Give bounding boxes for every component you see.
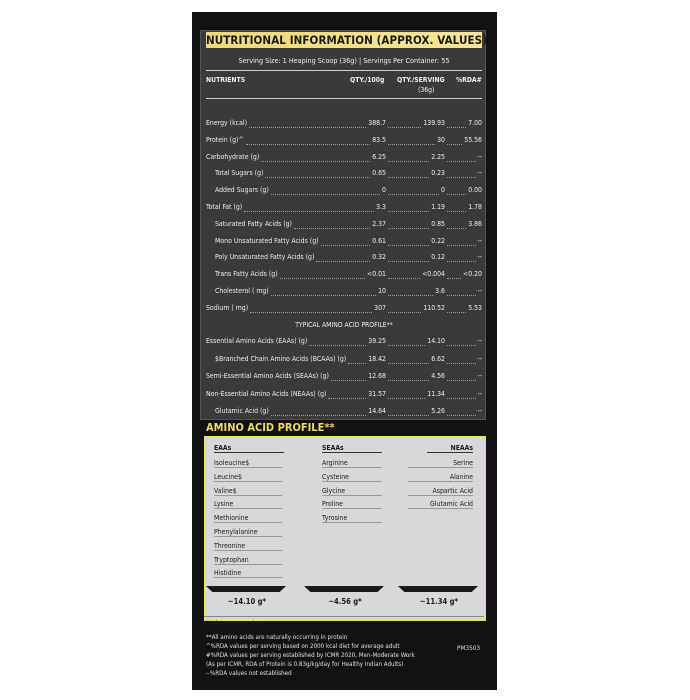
nutrient-label: Energy (kcal) — [206, 119, 248, 127]
amino-acid-item: Serine — [408, 459, 473, 468]
amino-acid-item: Leucine$ — [214, 473, 282, 482]
value-per-100g: 18.42 — [368, 354, 386, 363]
value-per-serving: 11.34 — [427, 389, 445, 398]
value-per-serving: 0.85 — [431, 219, 445, 228]
per-serving-note: *Values per serving — [206, 620, 262, 627]
nutrient-label: Carbohydrate (g) — [206, 152, 260, 161]
value-per-100g: 12.68 — [368, 372, 386, 380]
nutrient-label: Sodium ( mg) — [206, 303, 249, 312]
dotted-leader — [447, 127, 466, 128]
dotted-leader — [447, 415, 476, 416]
dotted-leader — [294, 228, 370, 229]
value-per-serving: 0.12 — [431, 253, 445, 262]
amino-acid-item: Phenylalanine — [214, 528, 282, 537]
amino-acid-item: Arginine — [322, 459, 382, 468]
nutrient-row — [206, 203, 482, 215]
value-rda: -- — [477, 169, 482, 178]
nutrient-label: Total Fat (g) — [206, 203, 243, 211]
dotted-leader — [447, 177, 476, 178]
value-rda: -- — [477, 236, 482, 245]
dotted-leader — [250, 312, 372, 313]
amino-acid-item: Aspartic Acid — [408, 487, 473, 496]
value-per-100g: 3.3 — [376, 203, 386, 211]
dotted-leader — [447, 380, 476, 381]
nutrition-panel — [192, 12, 497, 690]
nutrient-row — [206, 337, 482, 349]
nutrient-row — [206, 407, 482, 419]
nutrient-label: Added Sugars (g) — [215, 186, 269, 195]
dotted-leader — [447, 194, 466, 195]
amino-acid-item: Tryptophan — [214, 556, 282, 565]
nutrient-label: Mono Unsaturated Fatty Acids (g) — [215, 236, 319, 245]
dotted-leader — [447, 261, 476, 262]
value-per-100g: 6.25 — [372, 152, 386, 161]
dotted-leader — [388, 278, 420, 279]
nutrient-label: Semi-Essential Amino Acids (SEAAs) (g) — [206, 372, 329, 380]
footnote: #%RDA values per serving established by ICMR 2020, Men-Moderate Work — [206, 652, 415, 659]
amino-subheading: TYPICAL AMINO ACID PROFILE** — [295, 321, 393, 329]
arrow-neaas — [398, 586, 478, 592]
dotted-leader — [388, 380, 429, 381]
value-per-100g: 388.7 — [368, 119, 386, 127]
dotted-leader — [388, 261, 429, 262]
nutrient-label: Cholesterol ( mg) — [215, 287, 269, 295]
nutrient-row — [206, 253, 482, 265]
dotted-leader — [388, 245, 429, 246]
value-per-serving: 5.26 — [431, 407, 445, 415]
dotted-leader — [447, 312, 466, 313]
amino-acid-item: Alanine — [408, 473, 473, 482]
dotted-leader — [447, 245, 476, 246]
nutrient-label: Protein (g)^ — [206, 135, 244, 144]
dotted-leader — [265, 177, 370, 178]
value-per-serving: 0 — [441, 186, 445, 195]
dotted-leader — [447, 278, 461, 279]
value-per-100g: 0.32 — [372, 253, 386, 262]
seaas-total: ~4.56 g* — [328, 597, 362, 606]
product-code: PM3503 — [457, 644, 481, 652]
divider — [206, 98, 482, 99]
dotted-leader — [388, 161, 429, 162]
value-per-serving: 14.10 — [427, 337, 445, 345]
dotted-leader — [261, 161, 370, 162]
value-per-100g: 0 — [382, 186, 386, 195]
dotted-leader — [447, 345, 476, 346]
header-per100g: QTY./100g — [350, 76, 385, 84]
dotted-leader — [388, 398, 425, 399]
nutrient-label: $Branched Chain Amino Acids (BCAAs) (g) — [215, 354, 347, 363]
dotted-leader — [388, 194, 439, 195]
value-rda: 55.56 — [464, 135, 482, 144]
dotted-leader — [328, 398, 366, 399]
serving-info: Serving Size: 1 Heaping Scoop (36g) | Servings Per Container: 55 — [238, 56, 450, 65]
value-rda: 1.78 — [468, 203, 482, 211]
nutrient-row — [206, 372, 482, 384]
nutrient-label: Essential Amino Acids (EAAs) (g) — [206, 337, 308, 345]
value-per-100g: 31.57 — [368, 389, 386, 398]
value-rda: -- — [477, 152, 482, 161]
footnote: (As per ICMR, RDA of Protein is 0.83g/kg/day for Healthy Indian Adults) — [206, 661, 404, 668]
value-per-100g: 14.64 — [368, 407, 386, 415]
nutrient-label: Poly Unsaturated Fatty Acids (g) — [215, 253, 315, 262]
arrow-seaas — [304, 586, 384, 592]
dotted-leader — [388, 144, 435, 145]
dotted-leader — [244, 211, 374, 212]
arrow-eaas — [206, 586, 286, 592]
footnote: **All amino acids are naturally occurring in protein — [206, 634, 348, 641]
nutrient-row — [206, 186, 482, 198]
nutrient-row — [206, 237, 482, 249]
value-per-serving: 1.19 — [431, 203, 445, 211]
value-per-100g: <0.01 — [367, 270, 386, 279]
amino-acid-item: Proline — [322, 500, 382, 509]
nutrition-title: NUTRITIONAL INFORMATION (APPROX. VALUES): — [206, 33, 492, 47]
dotted-leader — [316, 261, 370, 262]
nutrient-label: Trans Fatty Acids (g) — [215, 270, 278, 279]
seaas-header: SEAAs — [322, 444, 382, 453]
value-per-100g: 10 — [378, 287, 386, 295]
neaas-header: NEAAs — [427, 444, 473, 453]
value-per-100g: 83.5 — [372, 135, 386, 144]
dotted-leader — [309, 345, 366, 346]
nutrient-row — [206, 270, 482, 282]
value-per-serving: 4.56 — [431, 372, 445, 380]
dotted-leader — [388, 127, 421, 128]
amino-acid-item: Glycine — [322, 487, 382, 496]
dotted-leader — [280, 278, 365, 279]
value-rda: 7.00 — [468, 119, 482, 127]
value-rda: -- — [477, 389, 482, 398]
dotted-leader — [331, 380, 366, 381]
value-per-serving: 139.93 — [423, 119, 445, 127]
value-rda: <0.20 — [463, 270, 482, 279]
header-per-serving: QTY./SERVING — [397, 76, 445, 84]
amino-acid-item: Cysteine — [322, 473, 382, 482]
nutrient-label: Glutamic Acid (g) — [215, 407, 269, 415]
dotted-leader — [271, 295, 376, 296]
value-per-serving: 6.62 — [431, 354, 445, 363]
value-per-serving: 30 — [437, 135, 445, 144]
divider — [204, 616, 484, 617]
dotted-leader — [447, 228, 466, 229]
nutrient-row — [206, 169, 482, 181]
value-rda: 0.00 — [468, 186, 482, 195]
value-per-serving: 0.23 — [431, 169, 445, 178]
eaas-total: ~14.10 g* — [227, 597, 267, 606]
nutrient-row — [206, 390, 482, 402]
dotted-leader — [321, 245, 370, 246]
nutrient-label: Non-Essential Amino Acids (NEAAs) (g) — [206, 389, 327, 398]
dotted-leader — [246, 144, 370, 145]
amino-acid-item: Tyrosine — [322, 514, 382, 523]
dotted-leader — [388, 295, 433, 296]
value-per-100g: 2.37 — [372, 219, 386, 228]
dotted-leader — [271, 415, 366, 416]
dotted-leader — [388, 415, 429, 416]
value-per-serving: 110.52 — [423, 303, 445, 312]
amino-acid-item: Threonine — [214, 542, 282, 551]
amino-acid-item: Glutamic Acid — [408, 500, 473, 509]
value-rda: -- — [477, 372, 482, 380]
nutrient-row — [206, 355, 482, 367]
value-rda: 5.53 — [468, 303, 482, 312]
nutrient-label: Total Sugars (g) — [215, 169, 264, 178]
eaas-header: EAAs — [214, 444, 284, 453]
divider — [206, 70, 482, 71]
footnote: ^%RDA values per serving based on 2000 kcal diet for average adult — [206, 643, 400, 650]
nutrient-row — [206, 304, 482, 316]
nutrient-label: Saturated Fatty Acids (g) — [215, 219, 292, 228]
value-per-serving: 2.25 — [431, 152, 445, 161]
nutrient-row — [206, 287, 482, 299]
dotted-leader — [388, 312, 421, 313]
nutrient-row — [206, 136, 482, 148]
amino-profile-title: AMINO ACID PROFILE** — [206, 421, 335, 434]
dotted-leader — [388, 177, 429, 178]
amino-acid-item: Histidine — [214, 569, 282, 578]
dotted-leader — [388, 363, 429, 364]
dotted-leader — [271, 194, 380, 195]
value-per-100g: 307 — [374, 303, 386, 312]
value-per-100g: 0.65 — [372, 169, 386, 178]
dotted-leader — [388, 345, 425, 346]
nutrient-row — [206, 153, 482, 165]
amino-acid-item: Isoleucine$ — [214, 459, 282, 468]
value-per-serving: 3.6 — [435, 287, 445, 295]
dotted-leader — [447, 295, 476, 296]
value-rda: -- — [477, 337, 482, 345]
value-rda: -- — [477, 287, 482, 295]
dotted-leader — [447, 161, 476, 162]
dotted-leader — [447, 363, 476, 364]
dotted-leader — [348, 363, 366, 364]
dotted-leader — [249, 127, 366, 128]
dotted-leader — [447, 144, 462, 145]
value-rda: 3.86 — [468, 219, 482, 228]
value-rda: -- — [477, 407, 482, 415]
neaas-total: ~11.34 g* — [419, 597, 459, 606]
dotted-leader — [447, 398, 476, 399]
header-rda: %RDA# — [456, 76, 482, 84]
amino-acid-item: Methionine — [214, 514, 282, 523]
value-per-serving: <0.004 — [422, 270, 445, 279]
nutrient-row — [206, 119, 482, 131]
amino-acid-item: Valine$ — [214, 487, 282, 496]
nutrient-row — [206, 220, 482, 232]
header-per-serving-unit: (36g) — [418, 86, 435, 94]
value-per-100g: 39.25 — [368, 337, 386, 345]
value-rda: -- — [477, 253, 482, 262]
dotted-leader — [447, 211, 466, 212]
value-per-100g: 0.61 — [372, 236, 386, 245]
header-nutrients: NUTRIENTS — [206, 76, 246, 84]
dotted-leader — [388, 211, 429, 212]
amino-acid-item: Lysine — [214, 500, 282, 509]
value-rda: -- — [477, 354, 482, 363]
footnote: --%RDA values not established — [206, 670, 292, 677]
dotted-leader — [388, 228, 429, 229]
value-per-serving: 0.22 — [431, 236, 445, 245]
